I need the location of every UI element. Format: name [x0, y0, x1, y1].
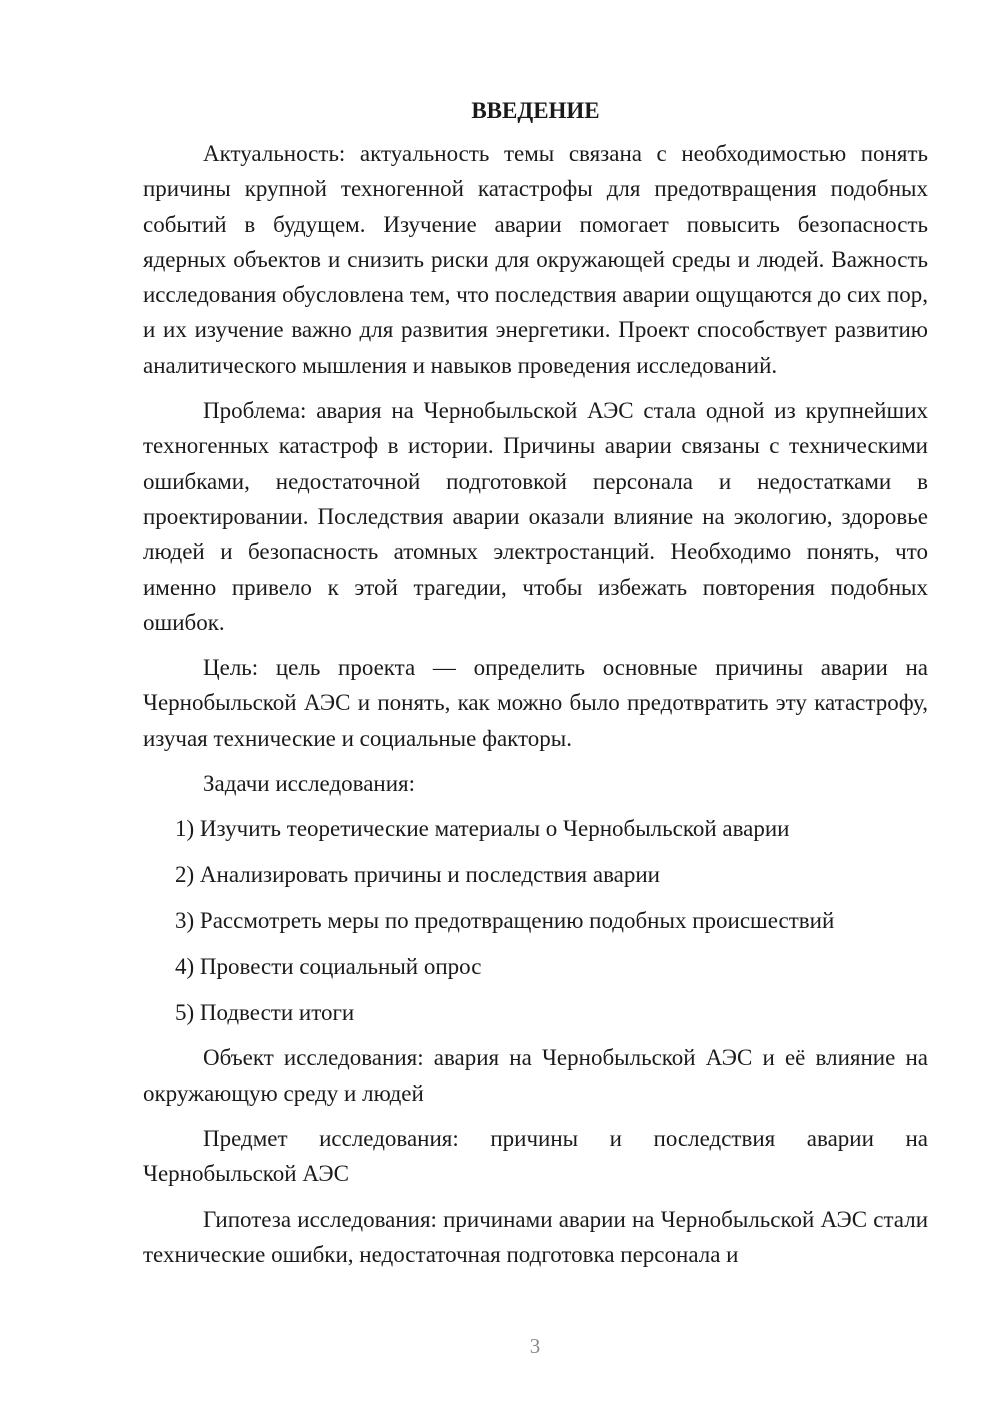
paragraph-problem: Проблема: авария на Чернобыльской АЭС стала одной из крупнейших техногенных катастроф в истории. Причины аварии связаны с техническими ошибками, недостаточной подготовкой персонала и недостатками в проектировании. Последствия аварии оказали влияние на экологию, здоровье людей и безопасность атомных электростанций. Необходимо понять, что именно привело к этой трагедии, чтобы избежать повторения подобных ошибок. [143, 398, 928, 635]
tasks-list [143, 811, 928, 1029]
list-item: 1) Изучить теоретические материалы о Чернобыльской аварии [175, 816, 790, 842]
paragraph-hypothesis: Гипотеза исследования: причинами аварии на Чернобыльской АЭС стали технические ошибки, недостаточная подготовка персонала и [143, 1206, 928, 1267]
tasks-title: Задачи исследования: [203, 771, 416, 797]
page-number: 3 [529, 1334, 541, 1358]
list-item: 3) Рассмотреть меры по предотвращению подобных происшествий [175, 907, 835, 933]
section-heading: ВВЕДЕНИЕ [471, 98, 600, 123]
paragraph-subject: Предмет исследования: причины и последствия аварии на Чернобыльской АЭС [143, 1125, 928, 1187]
paragraph-object: Объект исследования: авария на Чернобыльской АЭС и её влияние на окружающую среду и людей [143, 1045, 928, 1106]
list-item: 2) Анализировать причины и последствия аварии [175, 862, 660, 888]
paragraph-goal: Цель: цель проекта — определить основные причины аварии на Чернобыльской АЭС и понять, как можно было предотвратить эту катастрофу, изучая технические и социальные факторы. [143, 655, 928, 751]
list-item: 4) Провести социальный опрос [175, 953, 482, 979]
document-page [143, 96, 928, 1282]
paragraph-relevance: Актуальность: актуальность темы связана с необходимостью понять причины крупной техногенной катастрофы для предотвращения подобных событий в будущем. Изучение аварии помогает повысить безопасность ядерных объектов и снизить риски для окружающей среды и людей. Важность исследования обусловлена тем, что последствия аварии ощущаются до сих пор, и их изучение важно для развития энергетики. Проект способствует развитию аналитического мышления и навыков проведения исследований. [143, 141, 928, 378]
list-item: 5) Подвести итоги [175, 999, 355, 1025]
